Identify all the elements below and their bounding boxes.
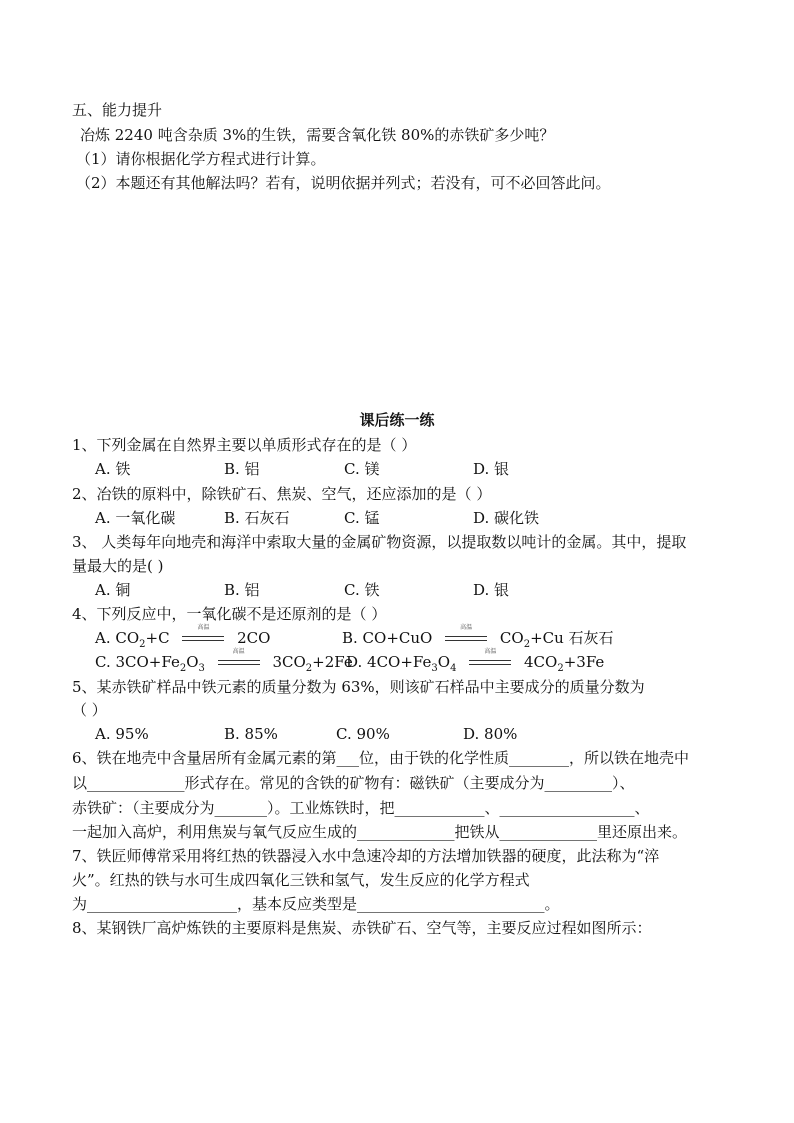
question-7-line-2: 火”。红热的铁与水可生成四氧化三铁和氢气，发生反应的化学方程式 <box>72 871 530 889</box>
reaction-condition: 高温 <box>484 648 497 655</box>
question-1-stem: 1、下列金属在自然界主要以单质形式存在的是（ ） <box>72 436 417 454</box>
question-1-option-d: D. 银 <box>473 460 510 478</box>
reaction-condition: 高温 <box>460 624 473 631</box>
option-b-product-rest: +Cu 石灰石 <box>530 629 614 647</box>
question-3-stem-line-1: 3、 人类每年向地壳和海洋中索取大量的金属矿物资源，以提取数以吨计的金属。其中，提取 <box>72 533 687 551</box>
option-a-reactant: A. CO <box>95 629 140 647</box>
question-5-option-d: D. 80% <box>463 725 518 743</box>
subscript: 2 <box>557 663 564 674</box>
question-6-line-4: 一起加入高炉，利用焦炭与氧气反应生成的_____________把铁从_____________里还原出来。 <box>72 823 688 841</box>
question-3-option-c: C. 铁 <box>344 581 380 599</box>
question-5-stem-line-2: （ ） <box>72 701 107 719</box>
subscript: 3 <box>431 663 438 674</box>
question-2-option-c: C. 锰 <box>344 509 380 527</box>
option-c-reactant: C. 3CO+Fe <box>95 653 180 671</box>
option-d-product: 4CO <box>524 653 558 671</box>
question-4-option-d <box>346 648 605 674</box>
question-5-option-c: C. 90% <box>336 725 390 743</box>
option-c-product: 3CO <box>272 653 306 671</box>
reaction-condition: 高温 <box>232 648 245 655</box>
question-1-option-a: A. 铁 <box>95 460 131 478</box>
question-5-stem-line-1: 5、某赤铁矿样品中铁元素的质量分数为 63%，则该矿石样品中主要成分的质量分数为 <box>72 678 645 696</box>
reaction-equals-sign <box>218 648 260 670</box>
option-a-product: 2CO <box>237 629 271 647</box>
sub-question-2: （2）本题还有其他解法吗？若有，说明依据并列式；若没有，可不必回答此问。 <box>76 174 611 192</box>
problem-text: 冶炼 2240 吨含杂质 3%的生铁，需要含氧化铁 80%的赤铁矿多少吨？ <box>80 126 555 144</box>
option-b-product: CO <box>499 629 524 647</box>
question-2-option-b: B. 石灰石 <box>224 509 290 527</box>
reaction-condition: 高温 <box>197 624 210 631</box>
subscript: 2 <box>523 639 531 650</box>
question-3-option-d: D. 银 <box>473 581 510 599</box>
question-2-stem: 2、冶铁的原料中，除铁矿石、焦炭、空气，还应添加的是（ ） <box>72 485 492 503</box>
question-7-line-3: 为____________________，基本反应类型是_________________________。 <box>72 895 560 913</box>
question-6-line-2: 以_____________形式存在。常见的含铁的矿物有：磁铁矿（主要成分为_________）、 <box>72 774 635 792</box>
question-8-stem: 8、某钢铁厂高炉炼铁的主要原料是焦炭、赤铁矿石、空气等，主要反应过程如图所示： <box>72 919 652 937</box>
sub-question-1: （1）请你根据化学方程式进行计算。 <box>76 150 326 168</box>
subscript: 4 <box>450 663 457 674</box>
reaction-equals-sign <box>469 648 511 670</box>
option-b-reactants: B. CO+CuO <box>342 629 433 647</box>
question-6-line-3: 赤铁矿：（主要成分为_______）。工业炼铁时，把____________、__________________、 <box>72 799 650 817</box>
question-4-option-a <box>95 624 271 650</box>
section-heading: 五、能力提升 <box>72 101 163 119</box>
subscript: 2 <box>305 663 313 674</box>
reaction-equals-sign <box>182 624 224 646</box>
question-4-option-c <box>95 648 353 674</box>
option-d-reactant-o: O <box>437 653 451 671</box>
option-d-product-rest: +3Fe <box>563 653 605 671</box>
option-a-reactant-rest: +C <box>145 629 170 647</box>
option-d-reactant: D. 4CO+Fe <box>346 653 432 671</box>
question-3-option-a: A. 铜 <box>95 581 131 599</box>
question-5-option-a: A. 95% <box>95 725 149 743</box>
question-5-option-b: B. 85% <box>224 725 278 743</box>
reaction-equals-sign <box>445 624 487 646</box>
option-c-product-rest: +2Fe <box>312 653 353 671</box>
question-3-stem-line-2: 量最大的是( ) <box>72 557 164 575</box>
question-7-line-1: 7、铁匠师傅常采用将红热的铁器浸入水中急速冷却的方法增加铁器的硬度，此法称为“淬 <box>72 847 660 865</box>
question-2-option-d: D. 碳化铁 <box>473 509 540 527</box>
subscript: 3 <box>198 663 205 674</box>
question-4-option-b <box>342 624 614 650</box>
option-c-reactant-o: O <box>186 653 199 671</box>
question-6-line-1: 6、铁在地壳中含量居所有金属元素的第___位，由于铁的化学性质________，所以铁在地壳中 <box>72 749 690 767</box>
question-2-option-a: A. 一氧化碳 <box>95 509 176 527</box>
subscript: 2 <box>139 639 146 650</box>
question-1-option-c: C. 镁 <box>344 460 380 478</box>
question-4-stem: 4、下列反应中，一氧化碳不是还原剂的是（ ） <box>72 605 387 623</box>
subscript: 2 <box>179 663 187 674</box>
practice-title: 课后练一练 <box>359 411 435 429</box>
question-1-option-b: B. 铝 <box>224 460 260 478</box>
question-3-option-b: B. 铝 <box>224 581 260 599</box>
